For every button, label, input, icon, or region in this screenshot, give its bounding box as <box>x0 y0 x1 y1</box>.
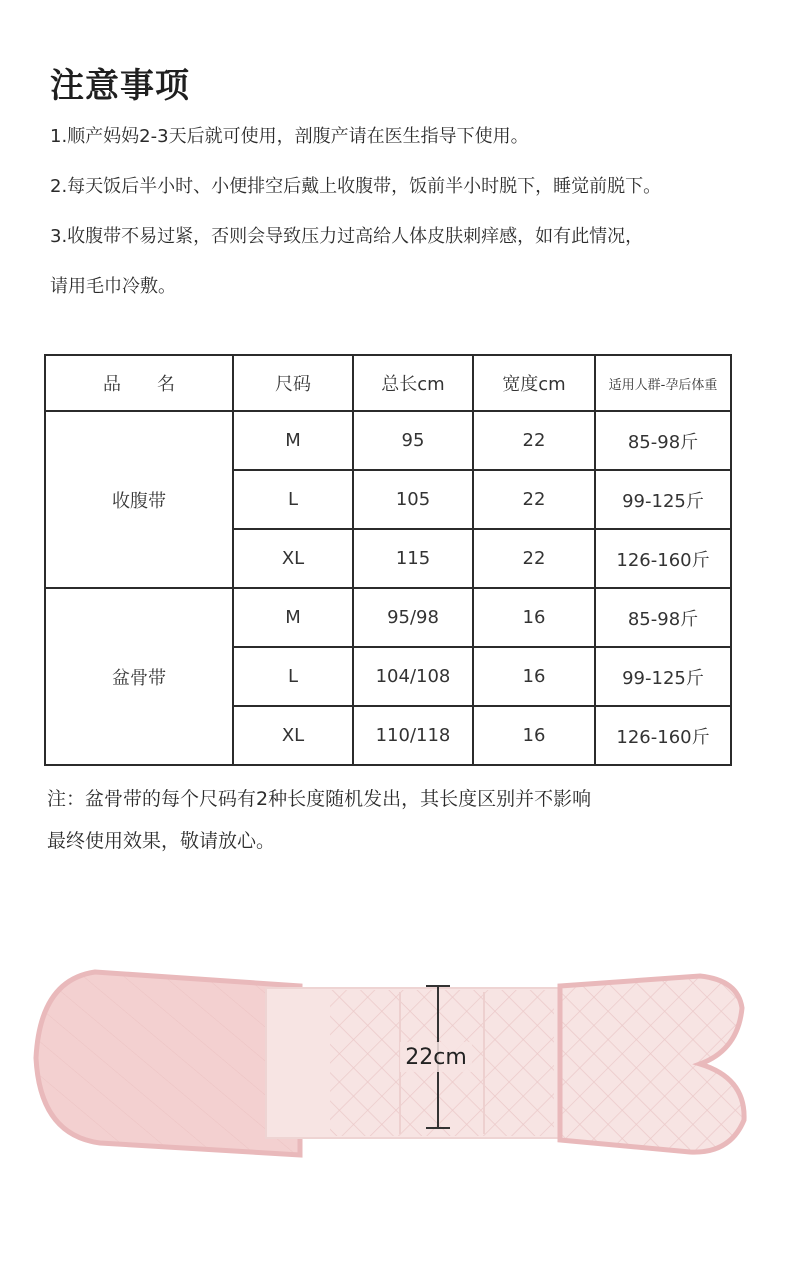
header-width: 宽度cm <box>473 355 595 411</box>
weight-cell: 126-160斤 <box>595 706 731 765</box>
weight-cell: 85-98斤 <box>595 588 731 647</box>
dimension-label: 22cm <box>405 1045 467 1070</box>
note-2: 2.每天饭后半小时、小便排空后戴上收腹带，饭前半小时脱下，睡觉前脱下。 <box>50 176 662 197</box>
weight-cell: 85-98斤 <box>595 411 731 470</box>
size-table <box>44 354 732 766</box>
header-size: 尺码 <box>233 355 353 411</box>
note-1: 1.顺产妈妈2-3天后就可使用，剖腹产请在医生指导下使用。 <box>50 126 529 147</box>
footnote-line-2: 最终使用效果，敬请放心。 <box>47 830 276 852</box>
header-total-length: 总长cm <box>353 355 473 411</box>
header-target-weight: 适用人群-孕后体重 <box>595 355 731 411</box>
size-cell: XL <box>233 706 353 765</box>
width-cell: 22 <box>473 529 595 588</box>
weight-cell: 126-160斤 <box>595 529 731 588</box>
belt-product-image <box>0 940 790 1180</box>
length-cell: 105 <box>353 470 473 529</box>
size-cell: M <box>233 588 353 647</box>
width-cell: 22 <box>473 470 595 529</box>
length-cell: 110/118 <box>353 706 473 765</box>
weight-cell: 99-125斤 <box>595 647 731 706</box>
table-row <box>45 588 731 647</box>
size-cell: XL <box>233 529 353 588</box>
size-cell: M <box>233 411 353 470</box>
note-3: 3.收腹带不易过紧，否则会导致压力过高给人体皮肤刺痒感，如有此情况， <box>50 226 644 247</box>
width-cell: 16 <box>473 588 595 647</box>
width-cell: 22 <box>473 411 595 470</box>
table-row <box>45 411 731 470</box>
size-cell: L <box>233 647 353 706</box>
belt-right-wing <box>560 976 744 1152</box>
width-cell: 16 <box>473 647 595 706</box>
length-cell: 95/98 <box>353 588 473 647</box>
width-cell: 16 <box>473 706 595 765</box>
footnote-line-1: 注：盆骨带的每个尺码有2种长度随机发出，其长度区别并不影响 <box>47 788 592 810</box>
table-header-row <box>45 355 731 411</box>
header-product-name: 品 名 <box>45 355 233 411</box>
weight-cell: 99-125斤 <box>595 470 731 529</box>
length-cell: 95 <box>353 411 473 470</box>
size-cell: L <box>233 470 353 529</box>
belt-left-wing <box>36 972 300 1155</box>
note-3-continued: 请用毛巾冷敷。 <box>50 276 176 297</box>
product-name-cell: 收腹带 <box>45 411 233 588</box>
page-title: 注意事项 <box>50 66 190 106</box>
length-cell: 115 <box>353 529 473 588</box>
length-cell: 104/108 <box>353 647 473 706</box>
product-name-cell: 盆骨带 <box>45 588 233 765</box>
